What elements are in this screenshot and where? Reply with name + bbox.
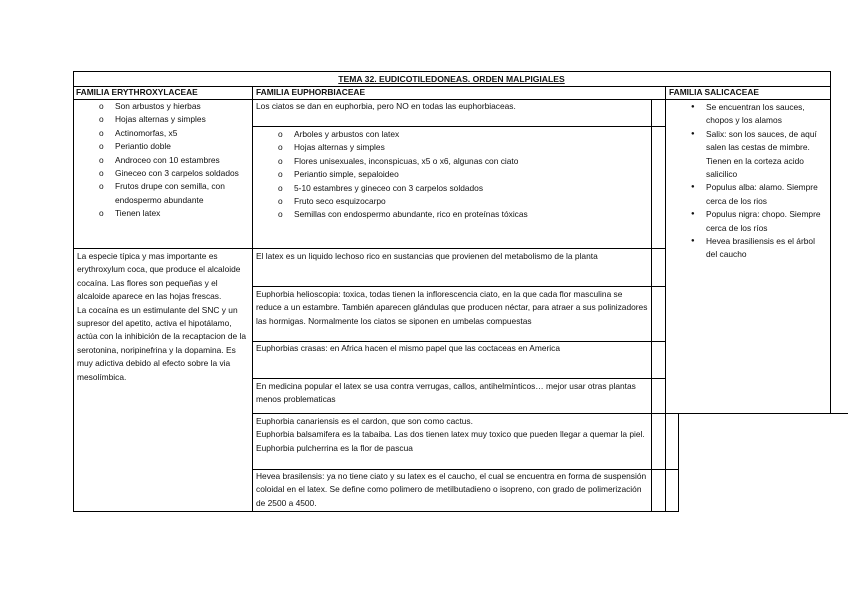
balsamifera-text: Euphorbia balsamifera es la tabaiba. Las dos tienen latex muy toxico que pueden llegar a quemar la piel. xyxy=(256,429,645,440)
list-item: o Son arbustos y hierbas xyxy=(115,100,248,113)
list-item: ● Salix: son los sauces, de aquí salen las cestas de mimbre. Tienen en la corteza acido salicilico xyxy=(706,128,828,182)
euphorbia-intro: Los ciatos se dan en euphorbia, pero NO en todas las euphorbiaceas. xyxy=(256,101,516,111)
list-item: o Fruto seco esquizocarpo xyxy=(294,195,648,208)
list-item: o Androceo con 10 estambres xyxy=(115,154,248,167)
crasas-text: Euphorbias crasas: en Africa hacen el mismo papel que las coctaceas en America xyxy=(256,343,560,353)
col-erythroxylaceae-header: FAMILIA ERYTHROXYLACEAE xyxy=(76,87,198,97)
helioscopia-text: Euphorbia helioscopia: toxica, todas tienen la inflorescencia ciato, en la que cada flor masculina se reduce a un estambre. También aparecen glándulas que producen néctar, para atraer a sus polinizadores las hormigas. Normalmente los ciatos se siponen en umbelas compuestas xyxy=(256,289,648,326)
medicina-text: En medicina popular el latex se usa contra verrugas, callos, antihelmínticos… mejor usar otras plantas menos problematicas xyxy=(256,381,636,405)
list-item: ● Se encuentran los sauces, chopos y los alamos xyxy=(706,101,828,128)
canariensis-text: Euphorbia canariensis es el cardon, que son como cactus. xyxy=(256,416,473,426)
list-item: o Gineceo con 3 carpelos soldados xyxy=(115,167,248,180)
page-title: TEMA 32. EUDICOTILEDONEAS. ORDEN MALPIGIALES xyxy=(338,74,565,84)
pulcherrina-text: Euphorbia pulcherrina es la flor de pascua xyxy=(256,442,413,453)
erythroxylaceae-list xyxy=(115,100,248,221)
list-item: o Tienen latex xyxy=(115,207,248,220)
list-item: o Arboles y arbustos con latex xyxy=(294,128,648,141)
list-item: o Semillas con endospermo abundante, rico en proteínas tóxicas xyxy=(294,208,648,221)
euphorbiaceae-list xyxy=(294,128,648,222)
list-item: ● Populus alba: alamo. Siempre cerca de los rios xyxy=(706,181,828,208)
col-salicaceae-header: FAMILIA SALICACEAE xyxy=(669,87,759,97)
euphorbia-species xyxy=(256,415,648,455)
coca-description: La especie típica y mas importante es erythroxylum coca, que produce el alcaloide cocaína. Las flores son pequeñas y el alcaloide aparece en las hojas frescas. xyxy=(77,251,241,302)
cocaine-effects: La cocaína es un estimulante del SNC y un supresor del apetito, activa el hipotálamo, actúa con la inhibición de la recaptacion de la serotonina, noripinefrina y la dopamina. Es muy adictiva debido al efecto sobre la via mesolímbica. xyxy=(77,304,247,382)
list-item: ● Populus nigra: chopo. Siempre cerca de los ríos xyxy=(706,208,828,235)
list-item: o 5-10 estambres y gineceo con 3 carpelos soldados xyxy=(294,182,648,195)
list-item: o Hojas alternas y simples xyxy=(115,113,248,126)
list-item: o Periantio simple, sepaloideo xyxy=(294,168,648,181)
col-euphorbiaceae-header: FAMILIA EUPHORBIACEAE xyxy=(256,87,366,97)
list-item: o Hojas alternas y simples xyxy=(294,141,648,154)
list-item: o Periantio doble xyxy=(115,140,248,153)
hevea-text: Hevea brasilensis: ya no tiene ciato y su latex es el caucho, el cual se encuentra en forma de suspensión coloidal en el latex. Se define como polimero de metilbutadieno o isopreno, con grado de polimerización de 2500 a 4500. xyxy=(256,471,647,508)
list-item: o Flores unisexuales, inconspicuas, x5 o x6, algunas con ciato xyxy=(294,155,648,168)
list-item: o Frutos drupe con semilla, con endospermo abundante xyxy=(115,180,248,207)
salicaceae-list xyxy=(706,101,828,262)
list-item: ● Hevea brasiliensis es el árbol del caucho xyxy=(706,235,828,262)
latex-definition: El latex es un liquido lechoso rico en sustancias que provienen del metabolismo de la planta xyxy=(256,251,598,261)
list-item: o Actinomorfas, x5 xyxy=(115,127,248,140)
coca-paragraph xyxy=(77,250,248,384)
